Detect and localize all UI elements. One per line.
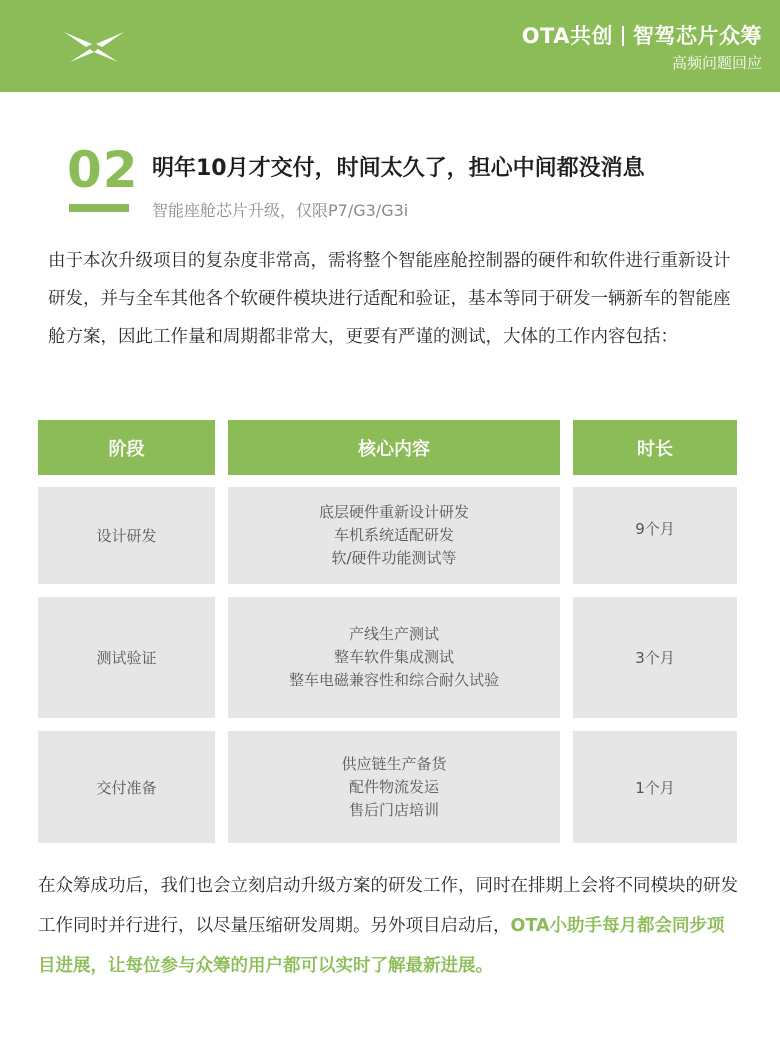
table-row-2-stage: 测试验证: [38, 597, 215, 718]
outro-paragraph: [38, 866, 738, 986]
content-line: 软/硬件功能测试等: [331, 549, 457, 567]
content-line: 售后门店培训: [348, 800, 439, 819]
table-row-1-stage: 设计研发: [38, 487, 215, 584]
header-title: [522, 20, 762, 50]
table-row-2-duration: 3个月: [573, 597, 737, 718]
header-subtitle: 高频问题回应: [671, 54, 762, 72]
intro-paragraph: 由于本次升级项目的复杂度非常高，需将整个智能座舱控制器的硬件和软件进行重新设计研发，并与全车其他各个软硬件模块进行适配和验证，基本等同于研发一辆新车的智能座舱方案，因此工作量和周期都非常大，更要有严谨的测试，大体的工作内容包括：: [48, 251, 731, 347]
xpeng-logo-icon: [62, 30, 126, 64]
header-title-right: 智驾芯片众筹: [633, 24, 762, 48]
table-header-duration: 时长: [573, 420, 737, 475]
header-divider: [622, 26, 624, 46]
table-header-stage: 阶段: [38, 420, 215, 475]
table-row-3-duration: 1个月: [573, 731, 737, 843]
section-scope: 智能座舱芯片升级，仅限P7/G3/G3i: [152, 201, 409, 220]
content-line: 车机系统适配研发: [333, 526, 454, 544]
header-banner: [0, 0, 780, 92]
content-line: 整车电磁兼容性和综合耐久试验: [288, 671, 499, 689]
table-row-1-duration: 9个月: [573, 487, 737, 584]
table-row-3-stage: 交付准备: [38, 731, 215, 843]
table-header-content: 核心内容: [228, 420, 560, 475]
header-title-left: OTA共创: [521, 24, 613, 48]
outro-text: 在众筹成功后，我们也会立刻启动升级方案的研发工作，同时在排期上会将不同模块的研发工作同时并行进行，以尽量压缩研发周期。另外项目启动后，: [38, 876, 738, 936]
section-number-underline: [69, 204, 129, 212]
content-line: 产线生产测试: [348, 625, 439, 643]
section-question: 明年10月才交付，时间太久了，担心中间都没消息: [152, 156, 645, 181]
content-line: 配件物流发运: [348, 777, 439, 796]
content-line: 供应链生产备货: [341, 754, 447, 773]
section-number: 02: [67, 141, 139, 199]
table-row-3-content: [228, 731, 560, 843]
table-row-2-content: [228, 597, 560, 718]
outro-highlight: OTA小助手每月都会同步项目进展，让每位参与众筹的用户都可以实时了解最新进展。: [38, 916, 725, 976]
content-line: 整车软件集成测试: [333, 648, 454, 666]
content-line: 底层硬件重新设计研发: [318, 503, 469, 521]
table-row-1-content: [228, 487, 560, 584]
